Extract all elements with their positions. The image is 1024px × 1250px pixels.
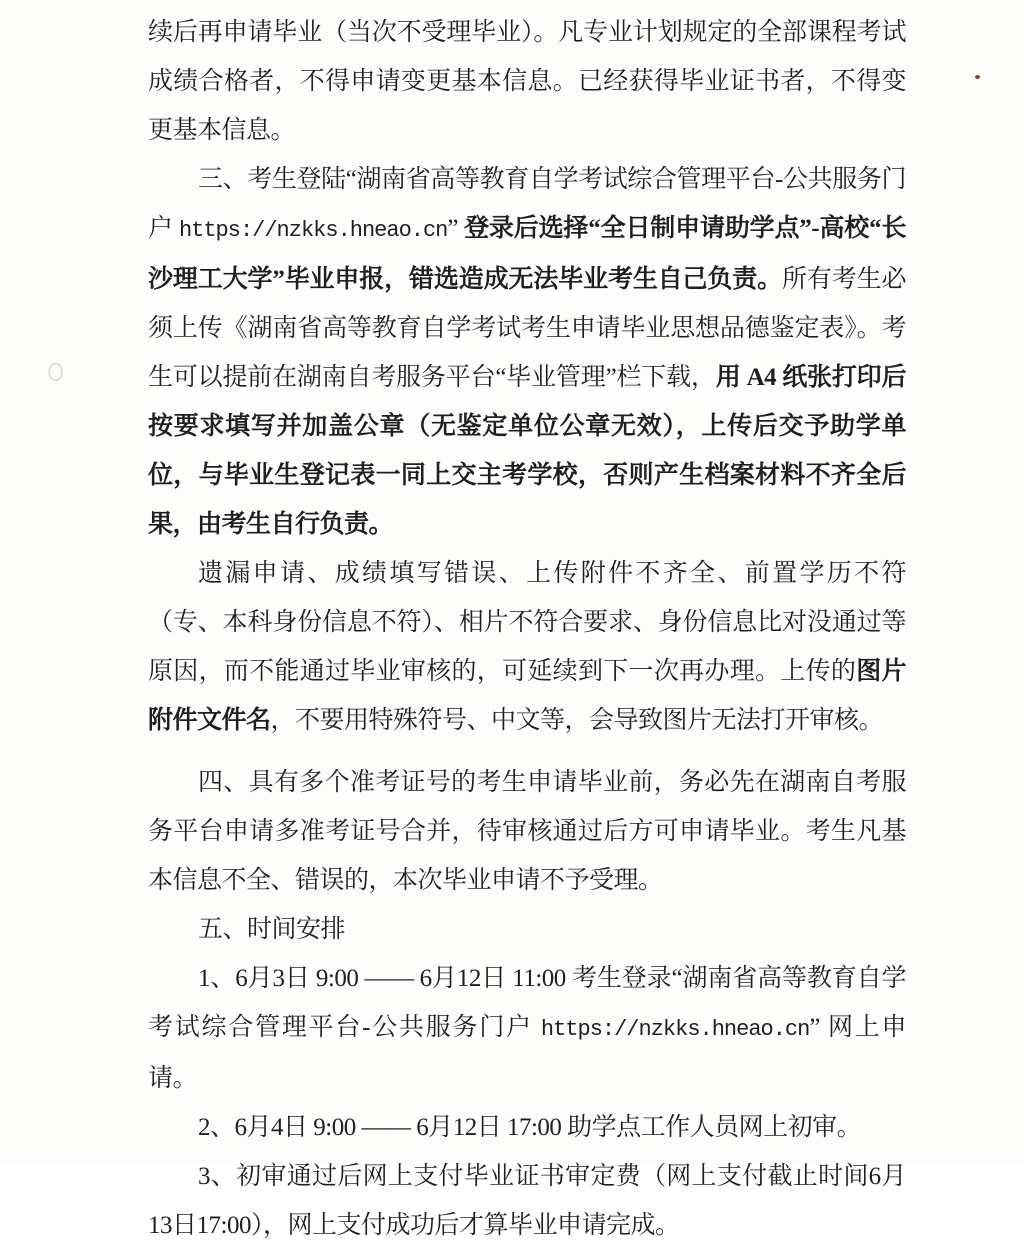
body-text: 3、初审通过后网上支付毕业证书审定费（网上支付截止时间6月13日17:00），网上支付成功后才算毕业申请完成。 bbox=[148, 1163, 906, 1239]
body-text: ，不要用特殊符号、中文等，会导致图片无法打开审核。 bbox=[270, 707, 884, 734]
body-text: 2、6月4日 9:00 —— 6月12日 17:00 助学点工作人员网上初审。 bbox=[198, 1114, 862, 1141]
body-text: ” bbox=[447, 215, 465, 242]
body-text: 遗漏申请、成绩填写错误、上传附件不齐全、前置学历不符（专、本科身份信息不符）、相片不符合要求、身份信息比对没通过等原因，而不能通过毕业审核的，可延续到下一次再办理。上传的 bbox=[148, 560, 906, 685]
body-text: 五、时间安排 bbox=[198, 916, 346, 943]
body-text: 四、具有多个准考证号的考生申请毕业前，务必先在湖南自考服务平台申请多准考证号合并，待审核通过后方可申请毕业。考生凡基本信息不全、错误的，本次毕业申请不予受理。 bbox=[148, 769, 906, 894]
body-text: 所有考生必须上传《湖南省高等教育自学考试考生申请毕业思想品德鉴定表》。考生可以提前在湖南自考服务平台“毕业管理”栏下载， bbox=[148, 266, 906, 391]
para-schedule-item-3 bbox=[148, 1152, 906, 1250]
emphasis-text: 登录后选择“全日制申请助学点”-高校“长沙理工大学”毕业申报，错选造成无法毕业考生自己负责。 bbox=[148, 215, 906, 293]
para-continuation bbox=[148, 8, 906, 155]
document-text-block bbox=[148, 8, 906, 1250]
para-section-three bbox=[148, 155, 906, 549]
para-section-five-heading bbox=[148, 905, 906, 954]
para-schedule-item-1 bbox=[148, 954, 906, 1103]
emphasis-text: 图片附件文件名 bbox=[148, 658, 906, 734]
body-text: 续后再申请毕业（当次不受理毕业）。凡专业计划规定的全部课程考试成绩合格者，不得申请变更基本信息。已经获得毕业证书者，不得变更基本信息。 bbox=[148, 19, 906, 144]
scan-speck-dot bbox=[975, 75, 980, 79]
emphasis-text: 用 A4 纸张打印后按要求填写并加盖公章（无鉴定单位公章无效），上传后交予助学单位，与毕业生登记表一同上交主考学校，否则产生档案材料不齐全后果，由考生自行负责。 bbox=[148, 364, 906, 538]
body-text: ” 网上申请。 bbox=[148, 1014, 906, 1092]
para-schedule-item-2 bbox=[148, 1103, 906, 1152]
url-text: https://nzkks.hneao.cn bbox=[178, 218, 448, 243]
body-text: 三、考生登陆“湖南省高等教育自学考试综合管理平台-公共服务门户 bbox=[148, 166, 906, 242]
para-section-four bbox=[148, 758, 906, 905]
scan-smudge-mark bbox=[45, 361, 65, 383]
para-omission-notice bbox=[148, 549, 906, 745]
url-text: https://nzkks.hneao.cn bbox=[540, 1017, 810, 1042]
body-text: 1、6月3日 9:00 —— 6月12日 11:00 考生登录“湖南省高等教育自学考试综合管理平台-公共服务门户 bbox=[148, 965, 906, 1041]
